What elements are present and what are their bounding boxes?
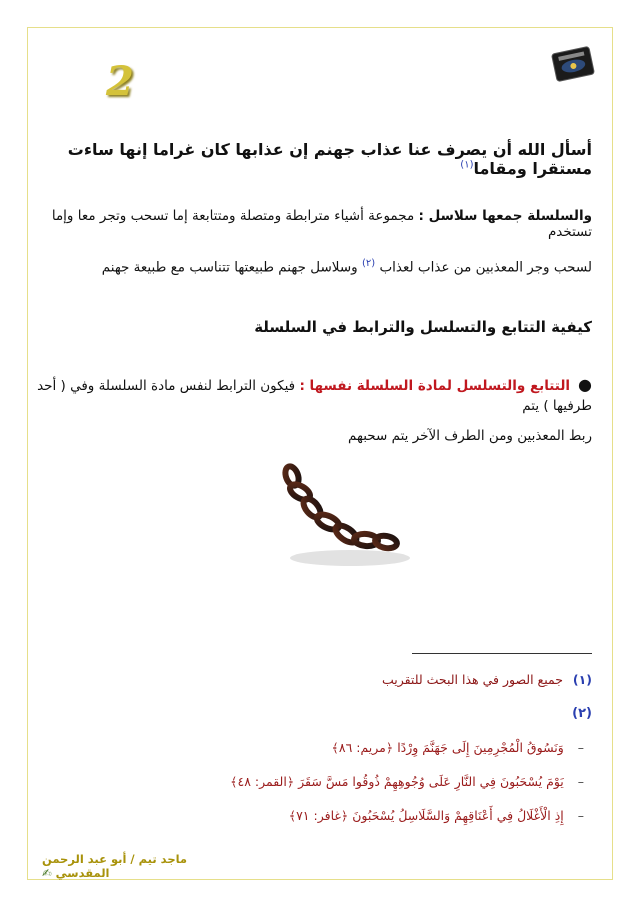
verse-text: وَنَسُوقُ الْمُجْرِمِينَ إِلَى جَهَنَّمَ وِرْدًا <box>397 740 564 755</box>
author-name: ماجد تيم / أبو عبد الرحمن المقدسي <box>42 852 188 880</box>
verse-ref: ﴿مريم: ٨٦﴾ <box>331 740 394 755</box>
footnote-ref-1[interactable]: (١) <box>460 159 474 171</box>
verse-item <box>64 740 584 755</box>
bullet-item <box>32 375 592 416</box>
section-heading: كيفية التتابع والتسلسل والترابط في السلسلة <box>254 318 592 336</box>
verse-ref: ﴿غافر: ٧١﴾ <box>288 808 349 823</box>
quill-icon: ✍ <box>42 866 52 880</box>
verse-item <box>64 808 584 823</box>
footnote-divider <box>412 653 592 654</box>
definition-text-2a: لسحب وجر المعذبين من عذاب لعذاب <box>379 259 592 276</box>
dash-icon: – <box>577 740 584 755</box>
definition-text: مجموعة أشياء مترابطة ومتصلة ومتتابعة إما تسحب وتجر معا وإما تستخدم <box>51 208 592 240</box>
footnote-1 <box>52 672 592 687</box>
author-credit <box>42 852 242 880</box>
bullet-red-text: التتابع والتسلسل لمادة السلسلة نفسها : <box>299 378 571 394</box>
footnote-2-number: (٢) <box>572 706 592 721</box>
title-line <box>32 140 592 178</box>
footnote-1-text: جميع الصور في هذا البحث للتقريب <box>381 672 563 687</box>
term-label: والسلسلة جمعها سلاسل : <box>418 208 592 224</box>
paragraph-line-1 <box>32 208 592 240</box>
logo-icon <box>548 44 598 84</box>
verse-ref: ﴿القمر: ٤٨﴾ <box>230 774 295 789</box>
bullet-text: فيكون الترابط لنفس مادة السلسلة وفي ( أحد طرفيها ) يتم <box>37 378 592 414</box>
chain-image <box>272 462 412 572</box>
verse-item <box>64 774 584 789</box>
page-number: 2 <box>106 58 134 105</box>
bullet-continuation: ربط المعذبين ومن الطرف الآخر يتم سحبهم <box>348 428 592 444</box>
dash-icon: – <box>577 774 584 789</box>
verse-text: إِذِ الْأَغْلَالُ فِي أَعْنَاقِهِمْ وَالسَّلَاسِلُ يُسْحَبُونَ <box>352 808 564 823</box>
definition-text-2b: وسلاسل جهنم طبيعتها تتناسب مع طبيعة جهنم <box>101 259 358 276</box>
footnote-1-number: (١) <box>572 672 592 687</box>
verse-text: يَوْمَ يُسْحَبُونَ فِي النَّارِ عَلَى وُجُوهِهِمْ ذُوقُوا مَسَّ سَقَرَ <box>298 774 564 789</box>
title-text: أسأل الله أن يصرف عنا عذاب جهنم إن عذابها كان غراما إنها ساءت مستقرا ومقاما <box>67 140 592 178</box>
dash-icon: – <box>577 808 584 823</box>
footnote-ref-2[interactable]: (٢) <box>361 258 376 269</box>
footnote-2 <box>52 706 592 721</box>
bullet-icon: ● <box>578 375 592 394</box>
paragraph-line-2 <box>32 258 592 276</box>
